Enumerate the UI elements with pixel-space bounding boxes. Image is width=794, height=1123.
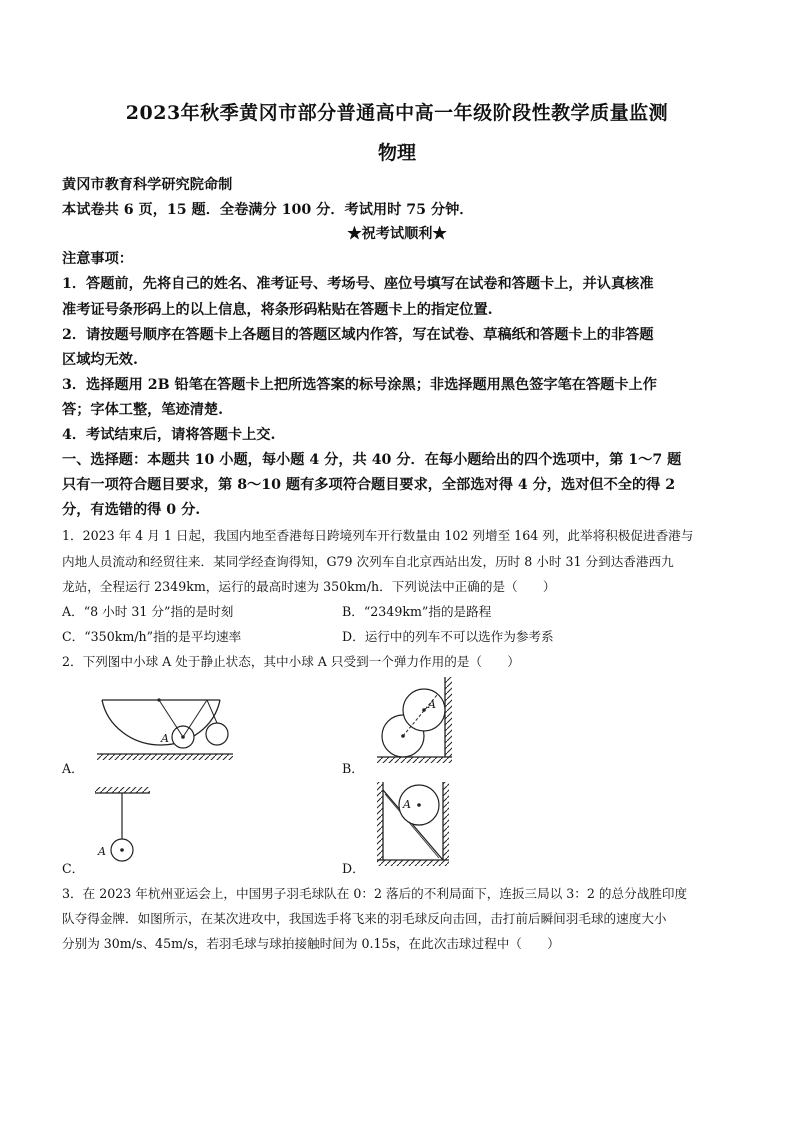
question-3-text: 队夺得金牌．如图所示，在某次进攻中，我国选手将飞来的羽毛球反向击回，击打前后瞬间羽毛球的速度大小 xyxy=(62,911,667,926)
figure-b-label: B． xyxy=(342,761,364,776)
note-line: 2．请按题号顺序在答题卡上各题目的答题区域内作答，写在试卷、草稿纸和答题卡上的非答题 xyxy=(62,327,654,343)
question-1-text: 内地人员流动和经贸往来．某同学经查询得知，G79 次列车自北京西站出发，历时 8 小时 31 分到达香港西九 xyxy=(62,554,674,569)
question-1-option-b: B．“2349km”指的是路程 xyxy=(342,604,492,619)
question-3-text: 分别为 30m/s、45m/s，若羽毛球与球拍接触时间为 0.15s，在此次击球过程中（ ） xyxy=(62,936,560,951)
note-line: 区域均无效. xyxy=(62,352,138,368)
question-1-option-d: D．运行中的列车不可以选作为参考系 xyxy=(342,629,554,644)
figure-b-stacked-balls xyxy=(375,675,465,770)
figure-a-bowl xyxy=(95,690,245,770)
question-3-text: 3．在 2023 年杭州亚运会上，中国男子羽毛球队在 0：2 落后的不利局面下，连扳三局以 3：2 的总分战胜印度 xyxy=(62,886,688,901)
wish-line: ★祝考试顺利★ xyxy=(347,226,447,242)
question-1-option-c: C．“350km/h”指的是平均速率 xyxy=(62,629,242,644)
question-1-text: 龙站，全程运行 2349km，运行的最高时速为 350km/h．下列说法中正确的是（ ） xyxy=(62,579,556,594)
note-line: 答；字体工整，笔迹清楚. xyxy=(62,402,224,418)
note-line: 准考证号条形码上的以上信息，将条形码粘贴在答题卡上的指定位置. xyxy=(62,302,493,318)
question-1-text: 1．2023 年 4 月 1 日起，我国内地至香港每日跨境列车开行数量由 102 列增至 164 列，此举将积极促进香港与 xyxy=(62,528,694,543)
figure-d-ball-in-corner xyxy=(375,780,455,870)
notes-heading: 注意事项： xyxy=(62,251,133,267)
question-1-option-a: A．“8 小时 31 分”指的是时刻 xyxy=(62,604,234,619)
section-instruction: 一、选择题：本题共 10 小题，每小题 4 分，共 40 分．在每小题给出的四个选项中，第 1～7 题 xyxy=(62,452,682,468)
section-instruction: 分，有选错的得 0 分. xyxy=(62,502,201,518)
figure-d-ball-label: A xyxy=(403,798,411,811)
note-line: 1．答题前，先将自己的姓名、准考证号、考场号、座位号填写在试卷和答题卡上，并认真核准 xyxy=(62,276,654,292)
figure-c-label: C． xyxy=(62,861,85,876)
note-line: 4．考试结束后，请将答题卡上交. xyxy=(62,427,276,443)
question-2-text: 2．下列图中小球 A 处于静止状态，其中小球 A 只受到一个弹力作用的是（ ） xyxy=(62,654,520,669)
figure-a-ball-label: A xyxy=(161,732,169,745)
note-line: 3．选择题用 2B 铅笔在答题卡上把所选答案的标号涂黑；非选择题用黑色签字笔在答题卡上作 xyxy=(62,377,657,393)
figure-c-ball-label: A xyxy=(98,845,106,858)
exam-title: 2023年秋季黄冈市部分普通高中高一年级阶段性教学质量监测 xyxy=(125,102,669,124)
figure-a-label: A． xyxy=(62,761,84,776)
section-instruction: 只有一项符合题目要求，第 8～10 题有多项符合题目要求，全部选对得 4 分，选对但不全的得 2 xyxy=(62,477,676,493)
figure-d-label: D． xyxy=(342,861,365,876)
issuer-line: 黄冈市教育科学研究院命制 xyxy=(62,177,233,193)
exam-info-line: 本试卷共 6 页，15 题．全卷满分 100 分．考试用时 75 分钟． xyxy=(62,202,474,218)
figure-c-hanging-ball xyxy=(90,785,160,865)
subject-title: 物理 xyxy=(377,142,416,164)
figure-b-ball-label: A xyxy=(428,698,436,711)
